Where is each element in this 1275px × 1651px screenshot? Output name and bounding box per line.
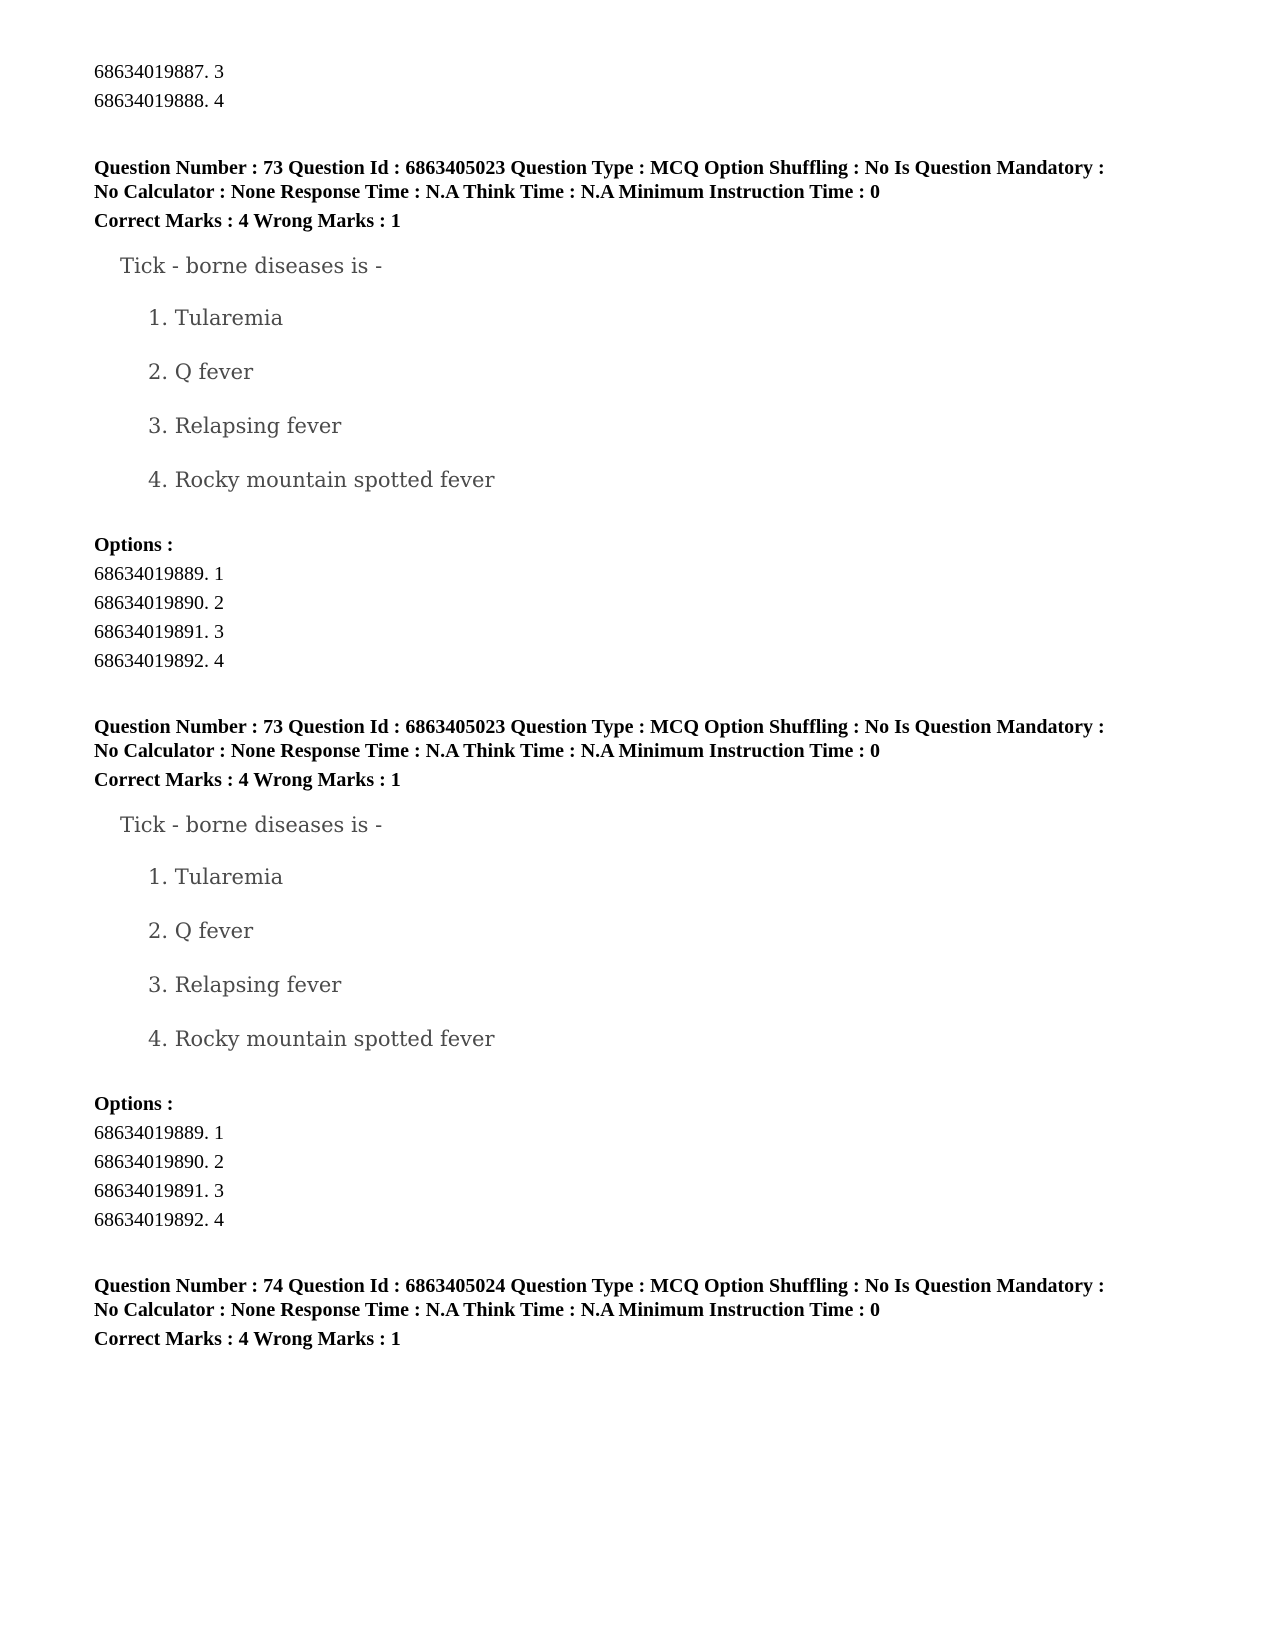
question-header: No Calculator : None Response Time : N.A Think Time : N.A Minimum Instruction Time : 0 [94, 181, 880, 203]
question-header: Question Number : 74 Question Id : 6863405024 Question Type : MCQ Option Shuffling : No Is Question Mandatory : [94, 1275, 1105, 1297]
option-line: 68634019892. 4 [94, 1209, 224, 1231]
question-marks: Correct Marks : 4 Wrong Marks : 1 [94, 210, 401, 232]
question-choice: 2. Q fever [148, 360, 254, 384]
question-choice: 1. Tularemia [148, 865, 284, 889]
options-label: Options : [94, 1093, 174, 1115]
option-line: 68634019891. 3 [94, 621, 224, 643]
question-choice: 2. Q fever [148, 919, 254, 943]
question-choice: 3. Relapsing fever [148, 973, 342, 997]
options-label: Options : [94, 534, 174, 556]
option-line: 68634019888. 4 [94, 90, 224, 112]
question-marks: Correct Marks : 4 Wrong Marks : 1 [94, 769, 401, 791]
question-stem: Tick - borne diseases is - [120, 813, 383, 837]
option-line: 68634019889. 1 [94, 563, 224, 585]
option-line: 68634019887. 3 [94, 61, 224, 83]
question-header: No Calculator : None Response Time : N.A Think Time : N.A Minimum Instruction Time : 0 [94, 1299, 880, 1321]
question-header: Question Number : 73 Question Id : 6863405023 Question Type : MCQ Option Shuffling : No Is Question Mandatory : [94, 157, 1105, 179]
question-marks: Correct Marks : 4 Wrong Marks : 1 [94, 1328, 401, 1350]
option-line: 68634019891. 3 [94, 1180, 224, 1202]
option-line: 68634019889. 1 [94, 1122, 224, 1144]
option-line: 68634019892. 4 [94, 650, 224, 672]
question-header: No Calculator : None Response Time : N.A Think Time : N.A Minimum Instruction Time : 0 [94, 740, 880, 762]
question-choice: 4. Rocky mountain spotted fever [148, 468, 495, 492]
question-image [100, 250, 520, 518]
option-line: 68634019890. 2 [94, 1151, 224, 1173]
question-header: Question Number : 73 Question Id : 6863405023 Question Type : MCQ Option Shuffling : No Is Question Mandatory : [94, 716, 1105, 738]
question-stem: Tick - borne diseases is - [120, 254, 383, 278]
question-choice: 1. Tularemia [148, 306, 284, 330]
option-line: 68634019890. 2 [94, 592, 224, 614]
question-choice: 4. Rocky mountain spotted fever [148, 1027, 495, 1051]
question-image [100, 809, 520, 1077]
question-choice: 3. Relapsing fever [148, 414, 342, 438]
